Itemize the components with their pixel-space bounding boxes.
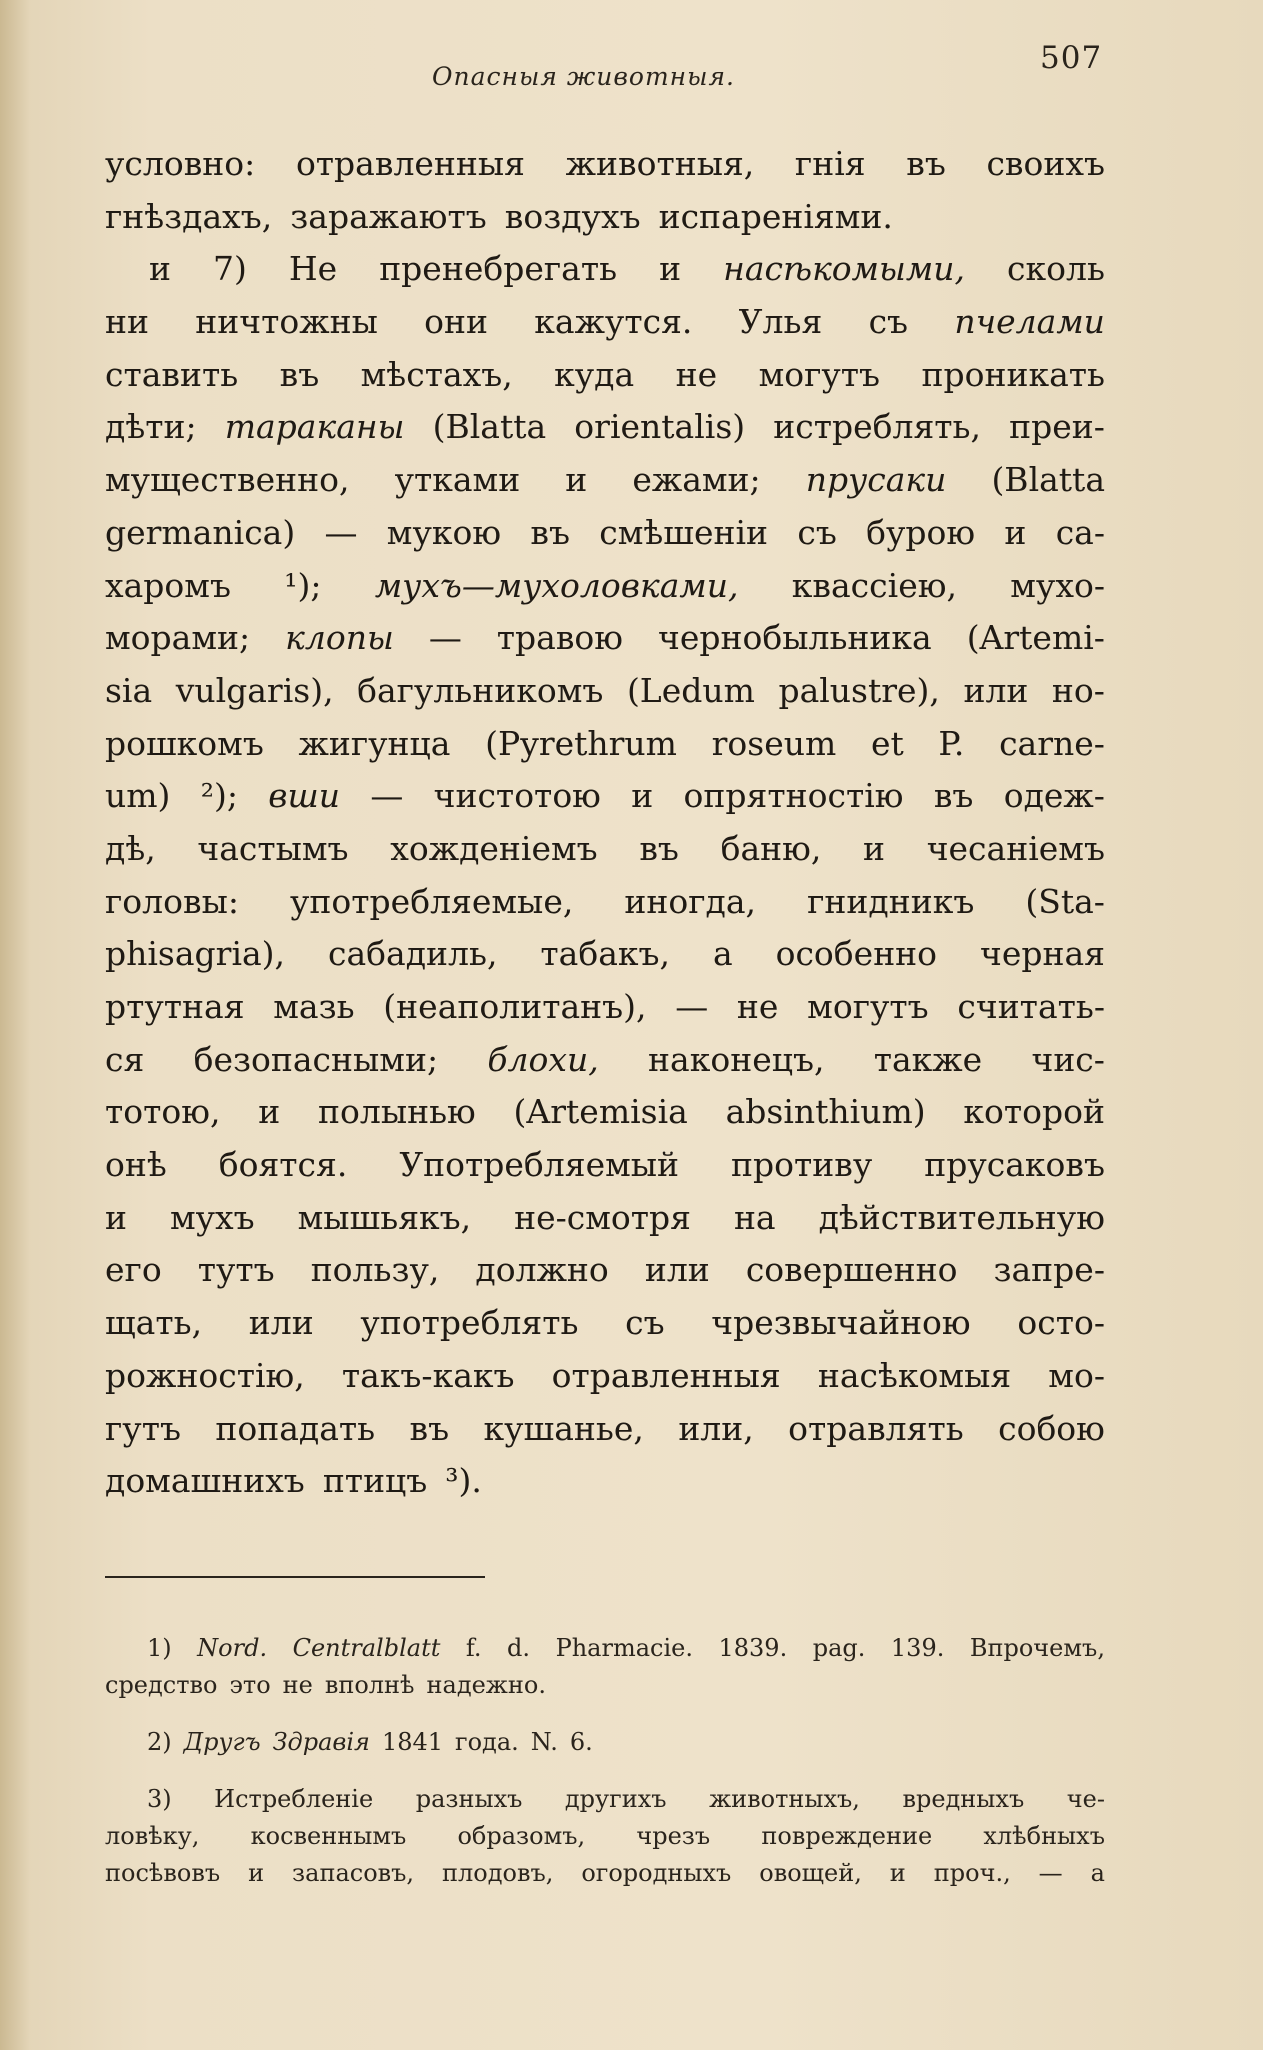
word: морами; <box>105 618 251 658</box>
text-line <box>105 612 1105 665</box>
word: заражаютъ <box>290 196 487 236</box>
word: (Ledum <box>626 670 755 710</box>
word: безопасными; <box>193 1039 439 1079</box>
word: осто- <box>1017 1303 1105 1343</box>
word: багульникомъ <box>357 670 604 710</box>
word: чис- <box>1031 1039 1105 1079</box>
word: рожностію, <box>105 1355 305 1395</box>
word: хожденіемъ <box>390 828 598 868</box>
word: ни <box>105 302 149 342</box>
text-line <box>105 718 1105 771</box>
word: преи- <box>1009 407 1105 447</box>
text-line <box>105 507 1105 560</box>
word: um) <box>105 776 171 816</box>
word: считать- <box>957 987 1105 1026</box>
word: отравлять <box>788 1408 964 1448</box>
word: carne- <box>999 723 1105 763</box>
word: на <box>733 1197 776 1237</box>
word: посѣвовъ <box>105 1859 221 1887</box>
word: травою <box>496 618 624 658</box>
word: овощей, <box>759 1859 862 1887</box>
word: частымъ <box>197 828 349 868</box>
word: кушанье, <box>483 1408 644 1448</box>
word: d. <box>507 1634 531 1662</box>
word: смѣшеніи <box>599 512 769 552</box>
word: чистотою <box>433 776 601 816</box>
word: разныхъ <box>415 1785 523 1813</box>
word: phisagria), <box>105 934 286 974</box>
italic-term: вши <box>268 776 341 816</box>
word: мущественно, <box>105 460 350 500</box>
spacer <box>105 1761 1105 1781</box>
word: тотою, <box>105 1092 221 1132</box>
word: въ <box>409 1408 450 1448</box>
footnote-number: 2) <box>147 1728 172 1756</box>
word: не <box>675 354 718 394</box>
word: своихъ <box>986 144 1105 183</box>
word: orientalis) <box>574 407 746 447</box>
word: 1841 <box>381 1728 444 1756</box>
word: запасовъ, <box>292 1859 415 1887</box>
word: 1839. <box>718 1634 788 1662</box>
text-line <box>105 138 1105 191</box>
word: Употребляемый <box>399 1145 680 1185</box>
word: другихъ <box>564 1785 667 1813</box>
word: pag. <box>812 1634 866 1662</box>
word: или <box>963 670 1029 710</box>
running-head: Опасныя животныя. <box>432 62 735 91</box>
word: Не <box>288 249 338 289</box>
word: но- <box>1051 670 1105 710</box>
word: (Sta- <box>1025 881 1105 921</box>
word: (Artemi- <box>966 618 1105 658</box>
text-line <box>105 1034 1105 1087</box>
word: Улья <box>738 302 823 342</box>
footnote-ref: ²); <box>200 776 238 816</box>
text-line <box>105 981 1105 1034</box>
word: palustre), <box>778 670 940 710</box>
word: дѣ, <box>105 828 156 868</box>
word: которой <box>963 1092 1105 1132</box>
word: сколь <box>1007 249 1105 289</box>
word: не-смотря <box>514 1197 691 1237</box>
word: а <box>712 934 733 974</box>
word: и <box>631 776 654 816</box>
word: Другъ <box>183 1728 261 1756</box>
word: или <box>644 1250 710 1290</box>
text-line <box>105 823 1105 876</box>
word: ежами; <box>632 460 761 500</box>
word: мазь <box>273 987 355 1026</box>
word: также <box>873 1039 983 1079</box>
word: а <box>1090 1859 1105 1887</box>
word: или, <box>678 1408 754 1448</box>
word: гнія <box>794 144 866 183</box>
word: ловѣку, <box>105 1822 200 1850</box>
word: или <box>248 1303 314 1343</box>
word: sia <box>105 670 153 710</box>
spacer <box>105 1704 1105 1724</box>
word: квассіею, <box>791 565 957 605</box>
word: roseum <box>711 723 837 763</box>
italic-term: тараканы <box>224 407 405 447</box>
word: боятся. <box>218 1145 348 1185</box>
word: N. <box>530 1728 558 1756</box>
word: это <box>229 1671 271 1699</box>
word: и <box>863 828 886 868</box>
word: ся <box>105 1039 145 1079</box>
word: 139. <box>890 1634 945 1662</box>
text-line <box>105 876 1105 929</box>
word: ставить <box>105 354 239 394</box>
word: вредныхъ <box>902 1785 1025 1813</box>
word: тутъ <box>197 1250 275 1290</box>
text-line <box>105 296 1105 349</box>
word: куда <box>554 354 635 394</box>
word: повреждение <box>761 1822 933 1850</box>
footnote-divider <box>105 1576 485 1578</box>
word: въ <box>933 776 974 816</box>
word: могутъ <box>807 987 929 1026</box>
word: ртутная <box>105 987 245 1026</box>
text-line <box>105 1403 1105 1456</box>
word: воздухъ <box>504 196 641 236</box>
word: въ <box>530 512 570 552</box>
word: совершенно <box>745 1250 958 1290</box>
text-line <box>105 1139 1105 1192</box>
italic-term: прусаки <box>805 460 947 500</box>
word: — <box>1038 1859 1063 1887</box>
word: мухъ <box>169 1197 255 1237</box>
word: и <box>248 1859 265 1887</box>
word: могутъ <box>758 354 881 394</box>
word: (Blatta <box>432 407 547 447</box>
text-line <box>105 560 1105 613</box>
word: съ <box>625 1303 665 1343</box>
word: Здравія <box>272 1728 370 1756</box>
footnote-line <box>105 1855 1105 1892</box>
word: и <box>889 1859 906 1887</box>
word: условно: <box>105 144 256 183</box>
word: 6. <box>569 1728 593 1756</box>
word: прусаковъ <box>924 1145 1105 1185</box>
text-line <box>105 1455 1105 1508</box>
word: 7) <box>213 249 247 289</box>
word: чрезъ <box>636 1822 711 1850</box>
word: germanica) <box>105 512 296 552</box>
footnote-line <box>105 1724 1105 1761</box>
word: опрятностію <box>683 776 904 816</box>
word: — <box>428 618 462 658</box>
word: бурою <box>866 512 976 552</box>
word: отравленныя <box>551 1355 781 1395</box>
word: проникать <box>921 354 1105 394</box>
word: дѣти; <box>105 407 197 447</box>
word: его <box>105 1250 162 1290</box>
word: P. <box>938 723 965 763</box>
word: f. <box>465 1634 482 1662</box>
word: истреблять, <box>773 407 982 447</box>
text-line <box>105 454 1105 507</box>
italic-term: пчелами <box>954 302 1105 342</box>
word: съ <box>797 512 837 552</box>
word: и <box>149 249 171 289</box>
word: животныхъ, <box>709 1785 860 1813</box>
word: че- <box>1066 1785 1105 1813</box>
word: мѣстахъ, <box>360 354 513 394</box>
word: мухо- <box>1010 565 1105 605</box>
word: чесаніемъ <box>926 828 1105 868</box>
word: и <box>659 249 682 289</box>
word: птицъ <box>322 1461 428 1501</box>
text-line <box>105 243 1105 296</box>
footnote-line <box>105 1781 1105 1818</box>
word: чрезвычайною <box>711 1303 971 1343</box>
italic-term: мухъ—мухоловками, <box>374 565 739 605</box>
word: — <box>324 512 358 552</box>
footnote-number: 3) <box>147 1785 172 1813</box>
word: наконецъ, <box>648 1039 825 1079</box>
footnotes <box>105 1630 1105 1892</box>
text-line <box>105 349 1105 402</box>
word: въ <box>279 354 320 394</box>
italic-term: клопы <box>285 618 394 658</box>
word: харомъ <box>105 565 231 605</box>
footnote-line <box>105 1818 1105 1855</box>
word: попадать <box>215 1408 376 1448</box>
word: absinthium) <box>725 1092 926 1132</box>
word: отравленныя <box>295 144 526 183</box>
word: и <box>565 460 588 500</box>
word: Pharmacie. <box>555 1634 693 1662</box>
word: не <box>736 987 779 1026</box>
page-gutter-shadow <box>0 0 30 2050</box>
word: образомъ, <box>457 1822 586 1850</box>
word: баню, <box>720 828 822 868</box>
word: хлѣбныхъ <box>983 1822 1105 1850</box>
word: плодовъ, <box>442 1859 554 1887</box>
word: онѣ <box>105 1145 167 1185</box>
word: (Pyrethrum <box>485 723 677 763</box>
word: (Blatta <box>991 460 1105 500</box>
italic-term: насѣкомыми, <box>723 249 966 289</box>
text-line <box>105 770 1105 823</box>
word: противу <box>731 1145 873 1185</box>
text-line <box>105 1244 1105 1297</box>
word: мукою <box>386 512 502 552</box>
word: кажутся. <box>534 302 693 342</box>
word: употреблять <box>360 1303 579 1343</box>
word: животныя, <box>565 144 755 183</box>
text-line <box>105 1086 1105 1139</box>
word: утками <box>394 460 521 500</box>
word: они <box>424 302 488 342</box>
word: года. <box>455 1728 519 1756</box>
word: и <box>1004 512 1027 552</box>
word: и <box>105 1197 127 1237</box>
word: домашнихъ <box>105 1461 305 1501</box>
word: мо- <box>1048 1355 1105 1395</box>
word: одеж- <box>1003 776 1105 816</box>
word: Истребленіе <box>214 1785 374 1813</box>
text-line <box>105 1192 1105 1245</box>
text-line <box>105 1350 1105 1403</box>
word: проч., <box>933 1859 1011 1887</box>
word: и <box>258 1092 281 1132</box>
page-number: 507 <box>1040 40 1103 76</box>
word: vulgaris), <box>175 670 334 710</box>
word: — <box>675 987 709 1026</box>
text-line <box>105 928 1105 981</box>
word: са- <box>1055 512 1105 552</box>
word: запре- <box>993 1250 1105 1290</box>
word: насѣкомыя <box>817 1355 1012 1395</box>
footnote-ref: ¹); <box>284 565 322 605</box>
word: косвеннымъ <box>250 1822 407 1850</box>
word: чернобыльника <box>658 618 932 658</box>
word: дѣйствительную <box>818 1197 1105 1237</box>
word: вполнѣ <box>324 1671 415 1699</box>
word: гутъ <box>105 1408 181 1448</box>
word: средство <box>105 1671 218 1699</box>
word: гнѣздахъ, <box>105 196 273 236</box>
word: огородныхъ <box>581 1859 732 1887</box>
word: Centralblatt <box>292 1634 441 1662</box>
footnote-line <box>105 1667 1105 1704</box>
word: собою <box>998 1408 1105 1448</box>
text-line <box>105 665 1105 718</box>
word: особенно <box>775 934 938 974</box>
word: — <box>370 776 404 816</box>
footnote-number: 1) <box>147 1634 172 1662</box>
italic-term: блохи, <box>487 1039 599 1079</box>
word: табакъ, <box>540 934 670 974</box>
word: сабадиль, <box>328 934 498 974</box>
word: такъ-какъ <box>341 1355 515 1395</box>
word: надежно. <box>426 1671 546 1699</box>
word: жигунца <box>298 723 451 763</box>
text-line <box>105 1297 1105 1350</box>
word: (неаполитанъ), <box>383 987 647 1026</box>
word: въ <box>639 828 679 868</box>
word: головы: <box>105 881 239 921</box>
word: гнидникъ <box>807 881 975 921</box>
word: должно <box>475 1250 609 1290</box>
text-line <box>105 401 1105 454</box>
word: ничтожны <box>195 302 378 342</box>
word: щать, <box>105 1303 203 1343</box>
word: въ <box>906 144 946 183</box>
word: рошкомъ <box>105 723 264 763</box>
word: (Artemisia <box>513 1092 688 1132</box>
word: мышьякъ, <box>297 1197 472 1237</box>
word: et <box>870 723 904 763</box>
body-text <box>105 138 1105 1508</box>
word: пользу, <box>310 1250 440 1290</box>
word: не <box>282 1671 313 1699</box>
word: употребляемые, <box>290 881 574 921</box>
text-line <box>105 191 1105 244</box>
word: испареніями. <box>658 196 893 236</box>
word: Nord. <box>197 1634 268 1662</box>
footnote-ref: ³). <box>445 1461 482 1501</box>
word: иногда, <box>624 881 757 921</box>
word: черная <box>980 934 1105 974</box>
word: пренебрегать <box>379 249 618 289</box>
word: съ <box>868 302 909 342</box>
word: Впрочемъ, <box>969 1634 1105 1662</box>
word: полынью <box>318 1092 476 1132</box>
footnote-line <box>105 1630 1105 1667</box>
